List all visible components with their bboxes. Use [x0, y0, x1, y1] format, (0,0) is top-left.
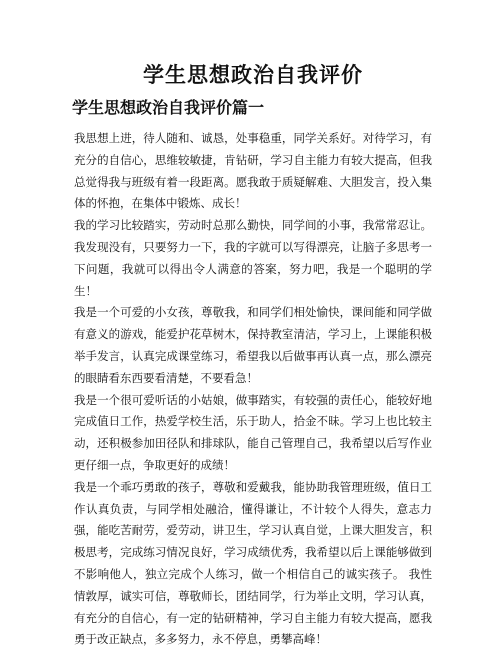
- body-text: [74, 128, 432, 651]
- section-heading: 学生思想政治自我评价篇一: [72, 98, 265, 117]
- paragraph-2: 我的学习比较踏实，劳动时总那么勤快，同学间的小事，我常常忍让。我发现没有，只要努力一下，我的字就可以写得漂亮，让脑子多思考一下问题，我就可以得出令人满意的答案，努力吧，我是一个聪明的学生！: [74, 218, 432, 298]
- paragraph-5: 我是一个乖巧勇敢的孩子，尊敬和爱戴我，能协助我管理班级，值日工作认真负责，与同学相处融洽，懂得谦让，不计较个人得失，意志力强，能吃苦耐劳，爱劳动，讲卫生，学习认真自觉，上课大胆发言，积极思考，完成练习情况良好，学习成绩优秀，我希望以后上课能够做到不影响他人，独立完成个人练习，做一个相信自己的诚实孩子。 我性情敦厚，诚实可信，尊敬师长，团结同学，行为举止文明，学习认真，有充分的自信心，有一定的钻研精神，学习自主能力有较大提高，愿我勇于改正缺点，多多努力，永不停息，勇攀高峰！: [74, 479, 432, 647]
- document-title: 学生思想政治自我评价: [143, 62, 363, 87]
- paragraph-1: 我思想上进，待人随和、诚恳，处事稳重，同学关系好。对待学习，有充分的自信心，思维较敏捷，肯钻研，学习自主能力有较大提高，但我总觉得我与班级有着一段距离。愿我敢于质疑解难、大胆发言，投入集体的怀抱，在集体中锻炼、成长！: [74, 131, 432, 211]
- paragraph-3: 我是一个可爱的小女孩，尊敬我，和同学们相处愉快，课间能和同学做有意义的游戏，能爱护花草树木，保持教室清洁，学习上，上课能积极举手发言，认真完成课堂练习，希望我以后做事再认真一点，那么漂亮的眼睛看东西要看清楚，不要看急！: [74, 305, 432, 385]
- paragraph-4: 我是一个很可爱听话的小姑娘，做事踏实，有较强的责任心，能较好地完成值日工作，热爱学校生活，乐于助人，拾金不昧。学习上也比较主动，还积极参加田径队和排球队，能自己管理自己，我希望以后写作业更仔细一点，争取更好的成绩！: [74, 392, 432, 472]
